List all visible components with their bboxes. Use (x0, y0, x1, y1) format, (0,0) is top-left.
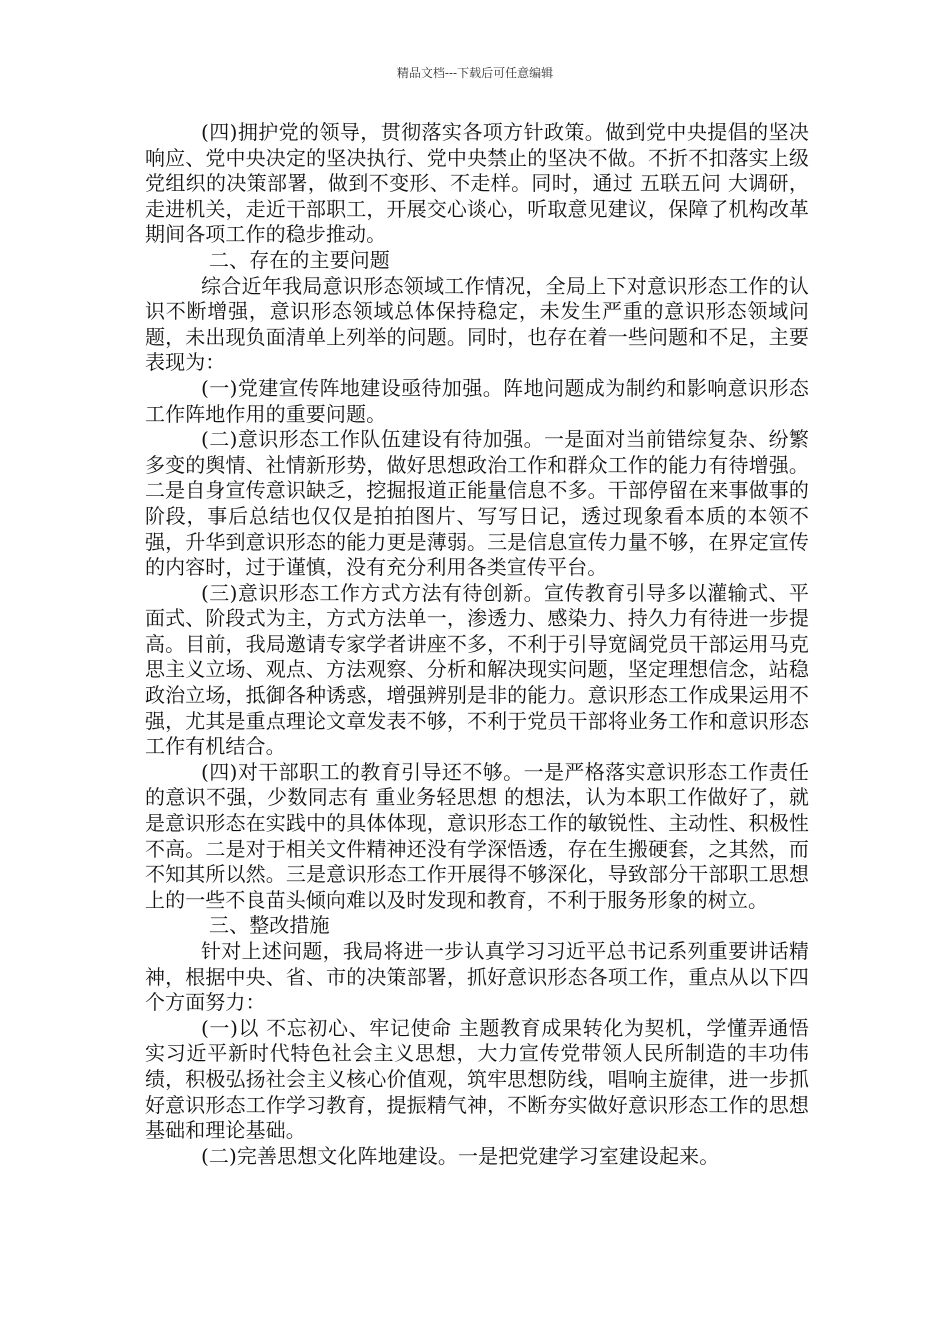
paragraph-party-leadership: (四)拥护党的领导，贯彻落实各项方针政策。做到党中央提倡的坚决响应、党中央决定的坚决执行、党中央禁止的坚决不做。不折不扣落实上级党组织的决策部署，做到不变形、不走样。同时，通过 五联五问 大调研，走进机关，走近干部职工，开展交心谈心，听取意见建议，保障了机构改革期间各项工作的稳步推动。 (145, 120, 809, 247)
paragraph-measure-2: (二)完善思想文化阵地建设。一是把党建学习室建设起来。 (201, 1143, 720, 1168)
section-heading-problems: 二、存在的主要问题 (209, 247, 390, 272)
paragraph-overview: 综合近年我局意识形态领域工作情况，全局上下对意识形态工作的认识不断增强，意识形态领域总体保持稳定，未发生严重的意识形态领域问题，未出现负面清单上列举的问题。同时，也存在着一些问题和不足，主要表现为： (145, 273, 809, 375)
page-header: 精品文档---下载后可任意编辑 (396, 66, 554, 80)
paragraph-problem-4: (四)对干部职工的教育引导还不够。一是严格落实意识形态工作责任的意识不强，少数同志有 重业务轻思想 的想法，认为本职工作做好了，就是意识形态在实践中的具体体现，意识形态工作的敏锐性、主动性、积极性不高。二是对于相关文件精神还没有学深悟透，存在生搬硬套，之其然，而不知其所以然。三是意识形态工作开展得不够深化，导致部分干部职工思想上的一些不良苗头倾向难以及时发现和教育，不利于服务形象的树立。 (145, 759, 809, 912)
document-body (145, 120, 809, 1169)
paragraph-problem-1: (一)党建宣传阵地建设亟待加强。阵地问题成为制约和影响意识形态工作阵地作用的重要问题。 (145, 375, 809, 426)
paragraph-problem-3: (三)意识形态工作方式方法有待创新。宣传教育引导多以灌输式、平面式、阶段式为主，方式方法单一，渗透力、感染力、持久力有待进一步提高。目前，我局邀请专家学者讲座不多，不利于引导宽阔党员干部运用马克思主义立场、观点、方法观察、分析和解决现实问题，坚定理想信念，站稳政治立场，抵御各种诱惑，增强辨别是非的能力。意识形态工作成果运用不强，尤其是重点理论文章发表不够，不利于党员干部将业务工作和意识形态工作有机结合。 (145, 580, 809, 759)
paragraph-measure-1: (一)以 不忘初心、牢记使命 主题教育成果转化为契机，学懂弄通悟实习近平新时代特色社会主义思想，大力宣传党带领人民所制造的丰功伟绩，积极弘扬社会主义核心价值观，筑牢思想防线，唱响主旋律，进一步抓好意识形态工作学习教育，提振精气神，不断夯实做好意识形态工作的思想基础和理论基础。 (145, 1015, 809, 1143)
paragraph-problem-2: (二)意识形态工作队伍建设有待加强。一是面对当前错综复杂、纷繁多变的舆情、社情新形势，做好思想政治工作和群众工作的能力有待增强。二是自身宣传意识缺乏，挖掘报道正能量信息不多。干部停留在来事做事的阶段，事后总结也仅仅是拍拍图片、写写日记，透过现象看本质的本领不强，升华到意识形态的能力更是薄弱。三是信息宣传力量不够，在界定宣传的内容时，过于谨慎，没有充分利用各类宣传平台。 (145, 427, 809, 580)
paragraph-measures-intro: 针对上述问题，我局将进一步认真学习习近平总书记系列重要讲话精神，根据中央、省、市的决策部署，抓好意识形态各项工作，重点从以下四个方面努力： (145, 939, 809, 1015)
section-heading-measures: 三、整改措施 (209, 913, 330, 938)
